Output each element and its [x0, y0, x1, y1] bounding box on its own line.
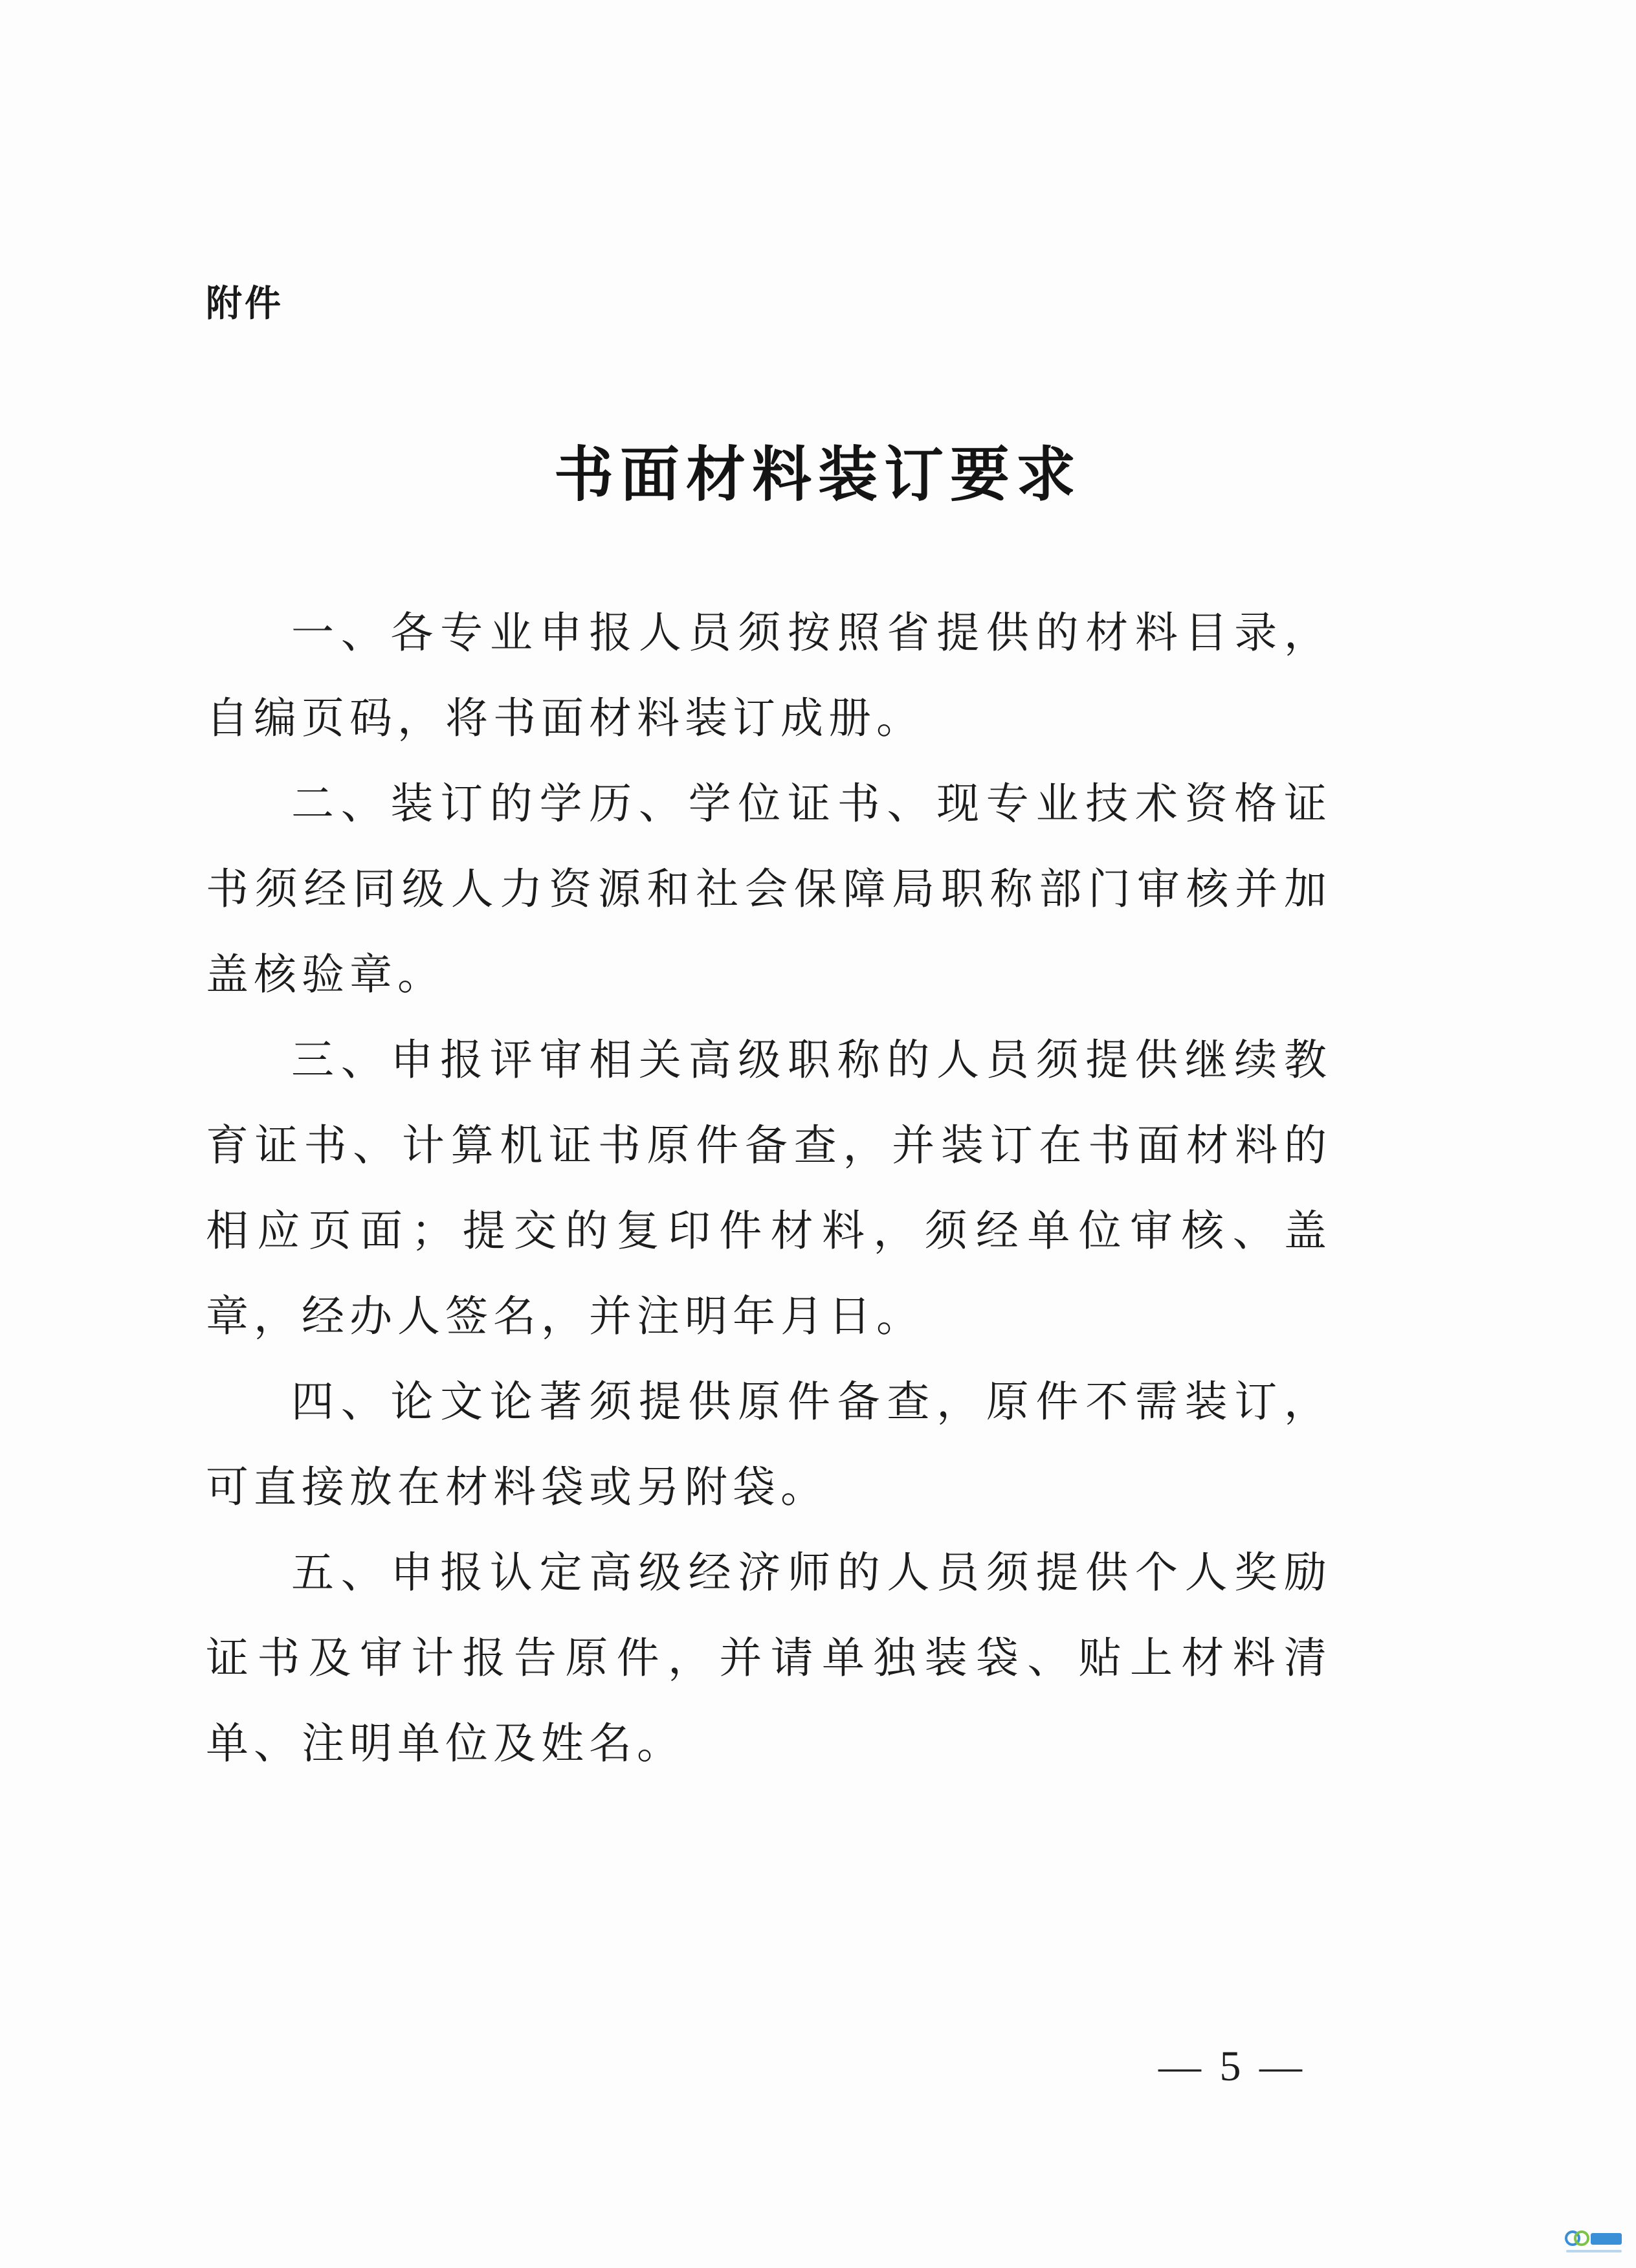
paragraph-2: 二、装订的学历、学位证书、现专业技术资格证书须经同级人力资源和社会保障局职称部门审核并加盖核验章。: [206, 779, 1332, 999]
document-body: [206, 590, 1332, 1786]
attachment-label: 附件: [206, 283, 283, 325]
paragraph-4: 四、论文论著须提供原件备查，原件不需装订，可直接放在材料袋或另附袋。: [206, 1377, 1332, 1512]
paragraph-1: 一、各专业申报人员须按照省提供的材料目录，自编页码，将书面材料装订成册。: [206, 608, 1332, 743]
watermark-logo: [1562, 2224, 1624, 2260]
document-title: 书面材料装订要求: [553, 439, 1082, 509]
paragraph-3: 三、申报评审相关高级职称的人员须提供继续教育证书、计算机证书原件备查，并装订在书面材料的相应页面；提交的复印件材料，须经单位审核、盖章，经办人签名，并注明年月日。: [206, 1035, 1332, 1341]
page-number: — 5 —: [1158, 2043, 1306, 2090]
watermark-logo-icon: [1562, 2224, 1624, 2260]
paragraph-5: 五、申报认定高级经济师的人员须提供个人奖励证书及审计报告原件，并请单独装袋、贴上材料清单、注明单位及姓名。: [206, 1548, 1332, 1768]
